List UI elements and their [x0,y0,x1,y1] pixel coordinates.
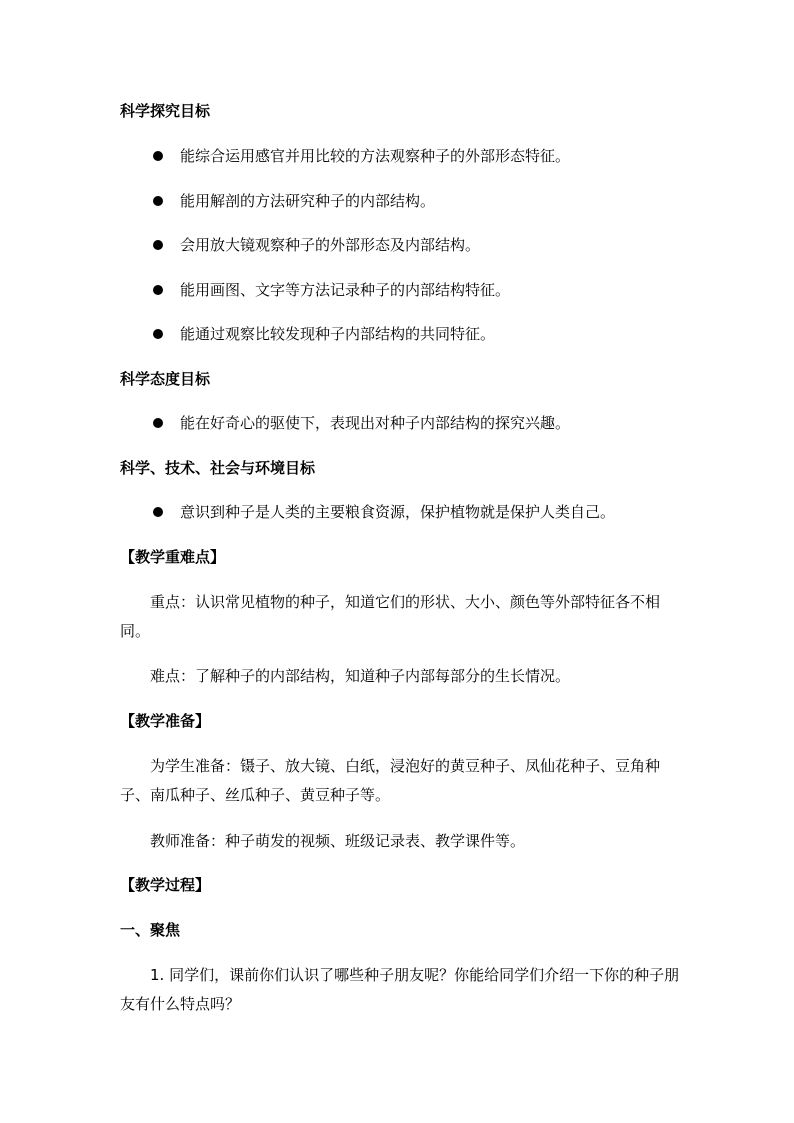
paragraph-question-1: 1. 同学们，课前你们认识了哪些种子朋友呢？你能给同学们介绍一下你的种子朋友有什么特点吗？ [120,966,680,1013]
bullet-dot-icon [153,240,163,250]
paragraph-difficult-point: 难点：了解种子的内部结构，知道种子内部每部分的生长情况。 [150,667,571,685]
heading-attitude-goals: 科学态度目标 [120,370,211,388]
bullet-dot-icon [153,151,163,161]
list-item [120,409,740,438]
list-item [120,231,740,260]
bullet-dot-icon [153,329,163,339]
heading-key-difficult-points: 【教学重难点】 [120,548,226,566]
list-item-text: 能用解剖的方法研究种子的内部结构。 [180,192,436,210]
list-item-text: 能综合运用感官并用比较的方法观察种子的外部形态特征。 [180,147,571,165]
list-item-text: 能通过观察比较发现种子内部结构的共同特征。 [180,325,496,343]
bullet-dot-icon [153,507,163,517]
subheading-focus: 一、聚焦 [120,921,181,939]
paragraph-student-prep: 为学生准备：镊子、放大镜、白纸，浸泡好的黄豆种子、凤仙花种子、豆角种子、南瓜种子、丝瓜种子、黄豆种子等。 [120,757,661,804]
paragraph-key-point: 重点：认识常见植物的种子，知道它们的形状、大小、颜色等外部特征各不相同。 [120,593,661,640]
bullet-dot-icon [153,418,163,428]
list-item-text: 意识到种子是人类的主要粮食资源，保护植物就是保护人类自己。 [180,503,616,521]
list-item [120,187,740,216]
list-item-text: 能用画图、文字等方法记录种子的内部结构特征。 [180,281,511,299]
heading-inquiry-goals: 科学探究目标 [120,102,211,120]
heading-sts-goals: 科学、技术、社会与环境目标 [120,459,316,477]
list-item [120,142,740,171]
list-item-text: 能在好奇心的驱使下，表现出对种子内部结构的探究兴趣。 [180,414,571,432]
bullet-dot-icon [153,196,163,206]
list-item [120,320,740,349]
list-item [120,276,740,305]
heading-teaching-prep: 【教学准备】 [120,712,211,730]
heading-teaching-process: 【教学过程】 [120,876,211,894]
bullet-dot-icon [153,285,163,295]
list-item-text: 会用放大镜观察种子的外部形态及内部结构。 [180,236,481,254]
paragraph-teacher-prep: 教师准备：种子萌发的视频、班级记录表、教学课件等。 [150,832,526,850]
list-item [120,498,740,527]
